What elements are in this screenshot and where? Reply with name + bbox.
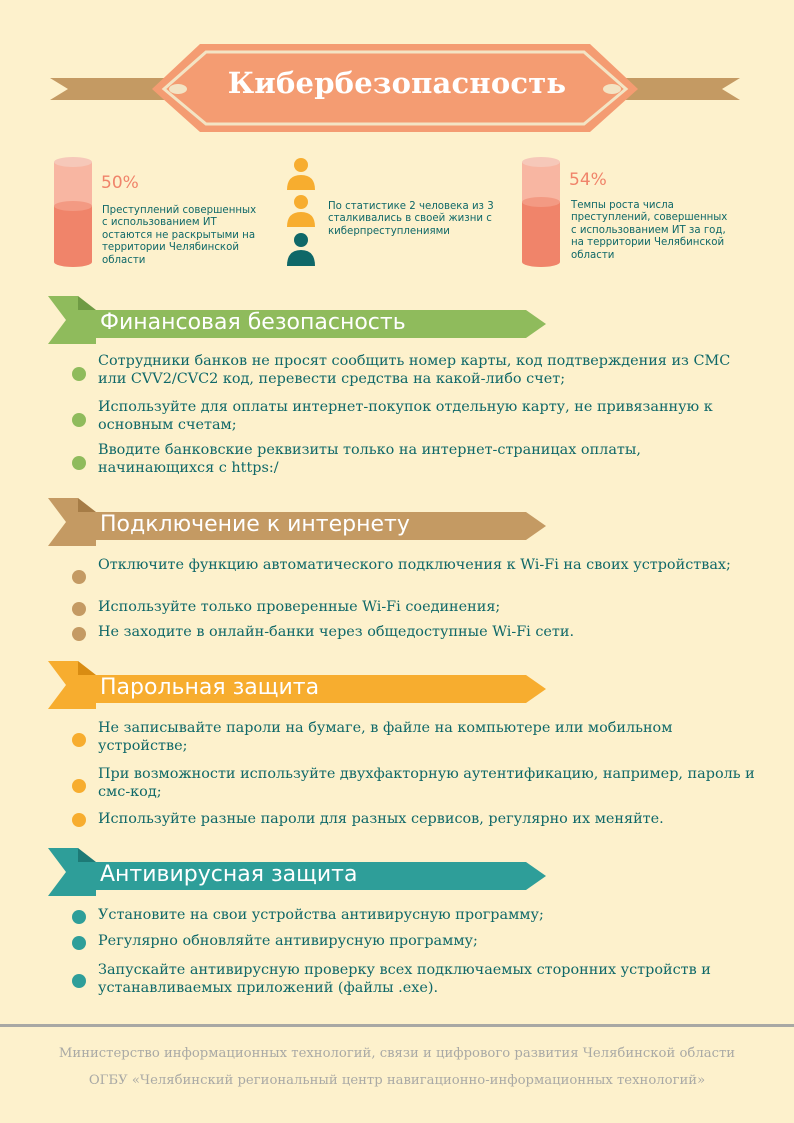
page-title: Кибербезопасность bbox=[227, 66, 567, 100]
bullet-dot bbox=[72, 813, 86, 827]
bullet-dot bbox=[72, 733, 86, 747]
list-item: Используйте для оплаты интернет-покупок отдельную карту, не привязанную к основным счетам; bbox=[98, 399, 713, 433]
stat-text-growth: Темпы роста числа преступлений, совершенных с использованием ИТ за год, на территории Челябинской области bbox=[571, 200, 728, 261]
section-title-password: Парольная защита bbox=[100, 675, 320, 700]
cylinder-chart-icon bbox=[52, 156, 94, 268]
list-item: Не заходите в онлайн-банки через общедоступные Wi-Fi сети. bbox=[98, 624, 575, 640]
stat-percent-growth: 54% bbox=[569, 170, 607, 190]
bullet-dot bbox=[72, 910, 86, 924]
section-title-antivirus: Антивирусная защита bbox=[100, 862, 358, 887]
bullet-dot bbox=[72, 570, 86, 584]
bullet-dot bbox=[72, 779, 86, 793]
bullet-dot bbox=[72, 627, 86, 641]
bullet-dot bbox=[72, 602, 86, 616]
stat-text-two-of-three: По статистике 2 человека из 3 сталкивались в своей жизни с киберпреступлениями bbox=[328, 201, 494, 237]
bullet-dot bbox=[72, 456, 86, 470]
list-item: Используйте разные пароли для разных сервисов, регулярно их меняйте. bbox=[98, 811, 664, 827]
list-item: Отключите функцию автоматического подключения к Wi-Fi на своих устройствах; bbox=[98, 557, 731, 573]
list-item: Используйте только проверенные Wi-Fi соединения; bbox=[98, 599, 501, 615]
section-title-internet: Подключение к интернету bbox=[100, 512, 410, 537]
section-title-finance: Финансовая безопасность bbox=[100, 310, 406, 335]
bullet-dot bbox=[72, 974, 86, 988]
stat-percent-unsolved: 50% bbox=[101, 173, 139, 193]
list-item: Регулярно обновляйте антивирусную программу; bbox=[98, 933, 478, 949]
footer-organization: ОГБУ «Челябинский региональный центр навигационно-информационных технологий» bbox=[88, 1073, 706, 1088]
list-item: Установите на свои устройства антивирусную программу; bbox=[98, 907, 544, 923]
stat-text-unsolved: Преступлений совершенных с использованием ИТ остаются не раскрытыми на территории Челябинской области bbox=[102, 205, 257, 266]
footer-divider bbox=[0, 1024, 794, 1027]
list-item: Не записывайте пароли на бумаге, в файле на компьютере или мобильном устройстве; bbox=[98, 720, 673, 754]
bullet-dot bbox=[72, 936, 86, 950]
list-item: Сотрудники банков не просят сообщить номер карты, код подтверждения из СМС или CVV2/CVC2 код, перевести средства на какой-либо счет; bbox=[98, 353, 731, 387]
list-item: Запускайте антивирусную проверку всех подключаемых сторонних устройств и устанавливаемых приложений (файлы .exe). bbox=[98, 962, 711, 996]
list-item: При возможности используйте двухфакторную аутентификацию, например, пароль и смс-код; bbox=[98, 766, 755, 800]
bullet-dot bbox=[72, 413, 86, 427]
list-item: Вводите банковские реквизиты только на интернет-страницах оплаты, начинающихся с https:/ bbox=[98, 442, 641, 476]
bullet-dot bbox=[72, 367, 86, 381]
people-icon bbox=[284, 156, 318, 268]
footer-ministry: Министерство информационных технологий, связи и цифрового развития Челябинской области bbox=[58, 1046, 736, 1061]
cylinder-chart-icon bbox=[520, 156, 562, 268]
